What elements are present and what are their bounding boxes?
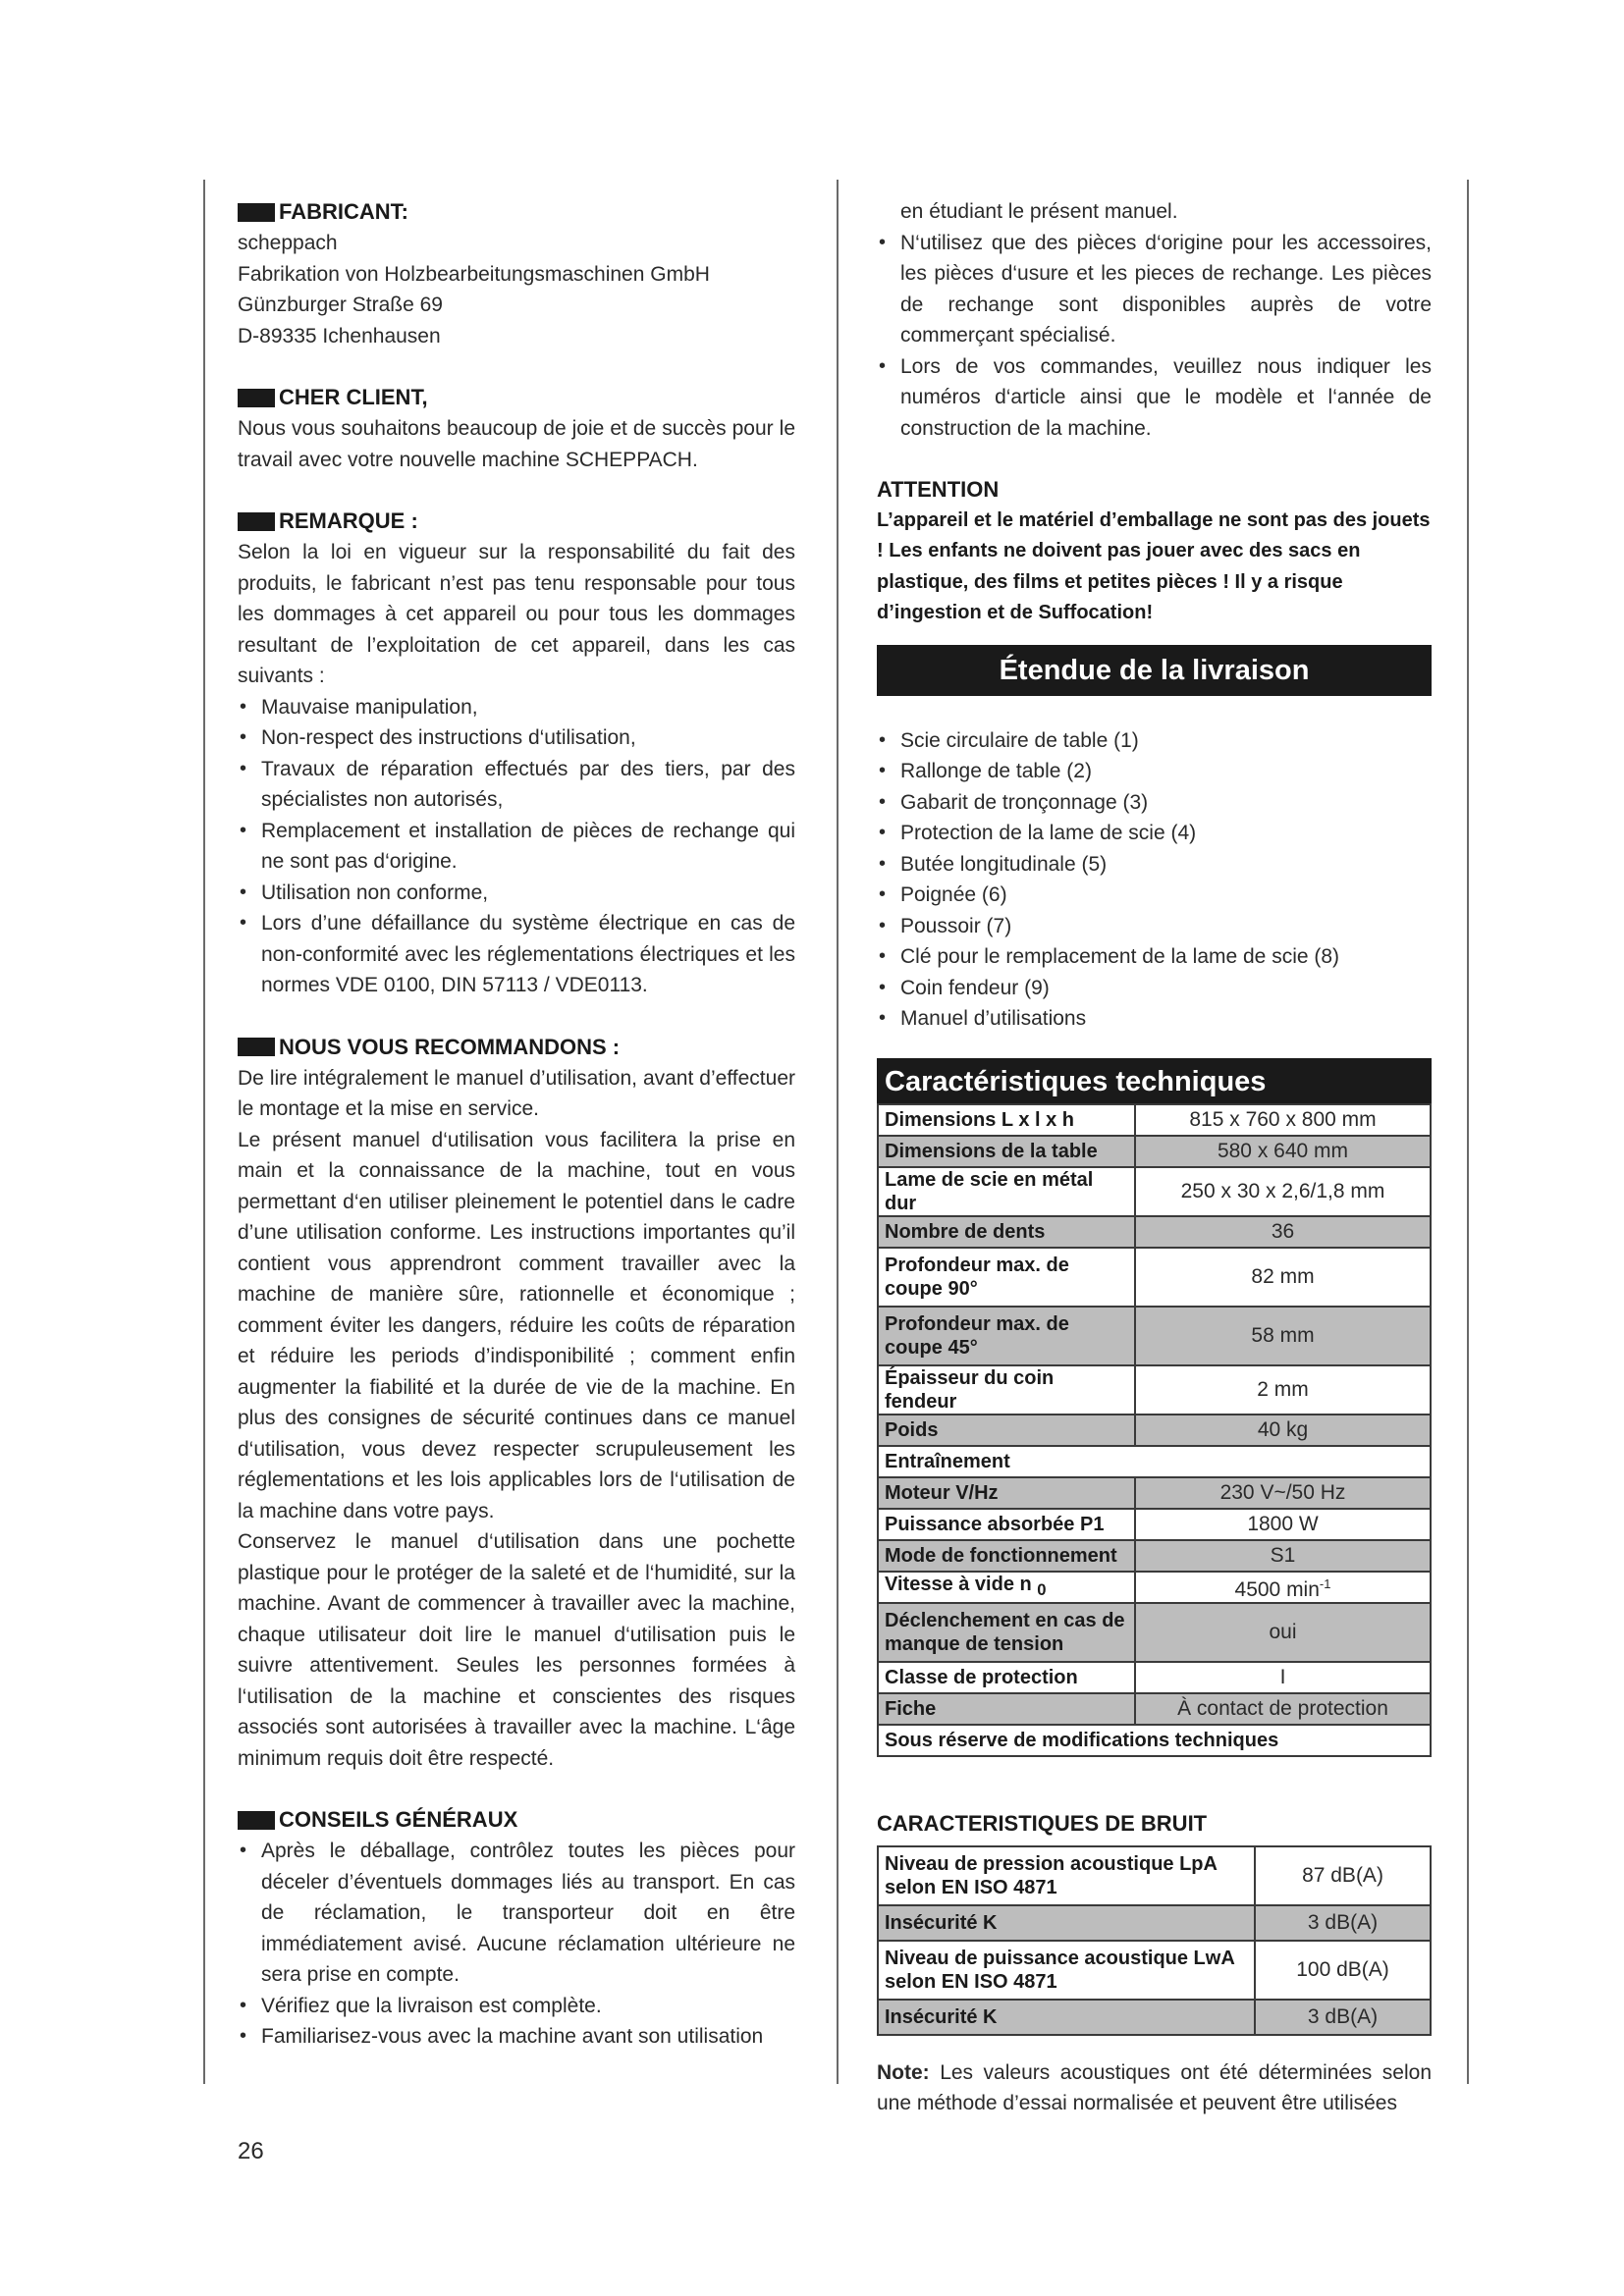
- spec-value: 40 kg: [1135, 1415, 1431, 1446]
- right-column: [877, 196, 1432, 2119]
- table-row: [878, 1477, 1431, 1509]
- noise-key: Insécurité K: [878, 2000, 1255, 2035]
- spec-value-text: 4500 min: [1234, 1577, 1320, 1601]
- fabricant-line: scheppach: [238, 232, 338, 254]
- attention-heading: ATTENTION: [877, 477, 1000, 502]
- spec-value: 250 x 30 x 2,6/1,8 mm: [1135, 1167, 1431, 1216]
- spec-key: Déclenchement en cas de manque de tension: [878, 1603, 1135, 1662]
- table-row: [878, 1540, 1431, 1572]
- list-item: • Lors de vos commandes, veuillez nous indiquer les numéros d‘article ainsi que le modèle et l‘année de construction de la machine.: [877, 351, 1432, 445]
- list-item: • Mauvaise manipulation,: [238, 692, 795, 723]
- spec-value: oui: [1135, 1603, 1431, 1662]
- fabricant-line: Fabrikation von Holzbearbeitungsmaschinen GmbH: [238, 262, 710, 286]
- spec-value: 36: [1135, 1216, 1431, 1248]
- recommandons-paragraph: De lire intégralement le manuel d’utilisation, avant d’effectuer le montage et la mise en service.: [238, 1066, 795, 1120]
- list-item: • N‘utilisez que des pièces d‘origine pour les accessoires, les pièces d‘usure et les pieces de rechange. Les pièces de rechange sont disponibles auprès de votre commerçant spécialisé.: [877, 228, 1432, 351]
- spec-key: Mode de fonctionnement: [878, 1540, 1135, 1572]
- center-divider-line: [837, 180, 839, 2084]
- note-paragraph: [877, 2057, 1432, 2119]
- conseils-heading-text: CONSEILS GÉNÉRAUX: [279, 1807, 518, 1832]
- list-item: • Vérifiez que la livraison est complète.: [238, 1991, 795, 2022]
- table-row: [878, 1572, 1431, 1603]
- spec-key: Puissance absorbée P1: [878, 1509, 1135, 1540]
- table-row: [878, 1307, 1431, 1365]
- table-row: [878, 1725, 1431, 1756]
- livraison-list: [877, 725, 1432, 1035]
- note-label: Note:: [877, 2060, 930, 2084]
- fabricant-heading: [238, 196, 795, 228]
- spec-footer: Sous réserve de modifications techniques: [878, 1725, 1431, 1756]
- list-item: • Lors d’une défaillance du système électrique en cas de non-conformité avec les réglementations électriques et les normes VDE 0100, DIN 57113 / VDE0113.: [238, 908, 795, 1001]
- spec-value: 230 V~/50 Hz: [1135, 1477, 1431, 1509]
- spec-value: 82 mm: [1135, 1248, 1431, 1307]
- spec-key: Dimensions de la table: [878, 1136, 1135, 1167]
- spec-key: Épaisseur du coin fendeur: [878, 1365, 1135, 1415]
- spec-value: [1135, 1572, 1431, 1603]
- remarque-heading: [238, 506, 795, 537]
- table-row: [878, 1104, 1431, 1136]
- spec-value: À contact de protection: [1135, 1693, 1431, 1725]
- spec-value: S1: [1135, 1540, 1431, 1572]
- conseils-list: [238, 1836, 795, 2053]
- left-column: [238, 196, 795, 2053]
- fabricant-line: Günzburger Straße 69: [238, 294, 443, 316]
- fabricant-line: D-89335 Ichenhausen: [238, 324, 441, 347]
- list-item: • Non-respect des instructions d‘utilisation,: [238, 722, 795, 754]
- noise-value: 3 dB(A): [1255, 1905, 1431, 1941]
- recommandons-heading: [238, 1032, 795, 1063]
- attention-text: L’appareil et le matériel d’emballage ne sont pas des jouets ! Les enfants ne doivent pas jouer avec des sacs en plastique, des films et petites pièces ! Il y a risque d’ingestion et de Suffocation!: [877, 508, 1431, 623]
- spec-key: Poids: [878, 1415, 1135, 1446]
- list-item: • Poussoir (7): [877, 911, 1432, 942]
- noise-value: 3 dB(A): [1255, 2000, 1431, 2035]
- table-row: [878, 1693, 1431, 1725]
- spec-value: 815 x 760 x 800 mm: [1135, 1104, 1431, 1136]
- spec-key: Lame de scie en métal dur: [878, 1167, 1135, 1216]
- heading-block-icon: [238, 203, 275, 222]
- remarque-intro: Selon la loi en vigueur sur la responsabilité du fait des produits, le fabricant n’est pas tenu responsable pour tous les dommages à cet appareil ou pour tous les dommages resultant de l’exploitation de cet appareil, dans les cas suivants :: [238, 541, 795, 687]
- list-item: • Gabarit de tronçonnage (3): [877, 787, 1432, 819]
- tech-specs-title: Caractéristiques techniques: [877, 1058, 1432, 1103]
- heading-block-icon: [238, 512, 275, 531]
- cher-client-text: Nous vous souhaitons beaucoup de joie et de succès pour le travail avec votre nouvelle machine SCHEPPACH.: [238, 417, 795, 471]
- right-margin-line: [1467, 180, 1469, 2084]
- spec-value: I: [1135, 1662, 1431, 1693]
- list-item: • Utilisation non conforme,: [238, 878, 795, 909]
- list-item: • Clé pour le remplacement de la lame de scie (8): [877, 941, 1432, 973]
- list-item: • Travaux de réparation effectués par des tiers, par des spécialistes non autorisés,: [238, 754, 795, 816]
- spec-value-superscript: -1: [1319, 1575, 1331, 1591]
- noise-value: 100 dB(A): [1255, 1941, 1431, 2000]
- list-item: • Après le déballage, contrôlez toutes les pièces pour déceler d’éventuels dommages liés au transport. En cas de réclamation, le transporteur doit en être immédiatement avisé. Aucune réclamation ultérieure ne sera prise en compte.: [238, 1836, 795, 1991]
- page-number: 26: [238, 2138, 264, 2164]
- spec-key-subscript: 0: [1037, 1579, 1047, 1599]
- table-row: [878, 2000, 1431, 2035]
- table-row: [878, 1365, 1431, 1415]
- spec-key: Profondeur max. de coupe 45°: [878, 1307, 1135, 1365]
- list-item: • Rallonge de table (2): [877, 756, 1432, 787]
- noise-key: Niveau de pression acoustique LpA selon EN ISO 4871: [878, 1846, 1255, 1905]
- heading-block-icon: [238, 1038, 275, 1056]
- spec-key: [878, 1572, 1135, 1603]
- table-row: [878, 1167, 1431, 1216]
- table-row: [878, 1509, 1431, 1540]
- table-row: [878, 1136, 1431, 1167]
- livraison-banner: Étendue de la livraison: [877, 645, 1432, 696]
- heading-block-icon: [238, 389, 275, 407]
- recommandons-paragraph: Conservez le manuel d‘utilisation dans une pochette plastique pour le protéger de la saleté et de l‘humidité, sur la machine. Avant de commencer à travailler avec la machine, chaque utilisateur doit lire le manuel d‘utilisation puis le suivre attentivement. Seules les personnes formées à l‘utilisation de la machine et conscientes des risques associés sont autorisées à travailler avec la machine. L‘âge minimum requis doit être respecté.: [238, 1530, 795, 1770]
- list-item: • Manuel d’utilisations: [877, 1003, 1432, 1035]
- list-item: • Poignée (6): [877, 880, 1432, 911]
- remarque-heading-text: REMARQUE :: [279, 508, 418, 533]
- table-row: [878, 1941, 1431, 2000]
- spec-key: Fiche: [878, 1693, 1135, 1725]
- table-row: [878, 1603, 1431, 1662]
- spec-value: 1800 W: [1135, 1509, 1431, 1540]
- noise-key: Insécurité K: [878, 1905, 1255, 1941]
- list-item: • Butée longitudinale (5): [877, 849, 1432, 881]
- table-row: [878, 1415, 1431, 1446]
- list-item: • Remplacement et installation de pièces de rechange qui ne sont pas d‘origine.: [238, 816, 795, 878]
- continued-list: [877, 228, 1432, 445]
- conseils-heading: [238, 1804, 795, 1836]
- spec-value: 58 mm: [1135, 1307, 1431, 1365]
- recommandons-paragraph: Le présent manuel d‘utilisation vous facilitera la prise en main et la connaissance de la machine, tout en vous permettant d‘en utiliser pleinement le potentiel dans le cadre d’une utilisation conforme. Les instructions importantes qu’il contient vous apprendront comment travailler avec la machine de manière sûre, rationnelle et économique ; comment éviter les dangers, réduire les coûts de réparation et réduire les periods d’indisponibilité ; comment enfin augmenter la fiabilité et la durée de vie de la machine. En plus des consignes de sécurité continues dans ce manuel d‘utilisation, vous devez respecter scrupuleusement les réglementations et les lois applicables lors de l‘utilisation de la machine dans votre pays.: [238, 1128, 795, 1522]
- spec-key: Classe de protection: [878, 1662, 1135, 1693]
- spec-key: Nombre de dents: [878, 1216, 1135, 1248]
- remarque-list: [238, 692, 795, 1001]
- spec-key: Moteur V/Hz: [878, 1477, 1135, 1509]
- cher-client-heading: [238, 382, 795, 413]
- table-row: [878, 1905, 1431, 1941]
- table-row: [878, 1248, 1431, 1307]
- list-item: • Coin fendeur (9): [877, 973, 1432, 1004]
- spec-key: Profondeur max. de coupe 90°: [878, 1248, 1135, 1307]
- recommandons-heading-text: NOUS VOUS RECOMMANDONS :: [279, 1034, 621, 1059]
- spec-key-text: Vitesse à vide n: [885, 1573, 1032, 1595]
- continued-text: en étudiant le présent manuel.: [900, 200, 1178, 223]
- bruit-heading: CARACTERISTIQUES DE BRUIT: [877, 1810, 1208, 1836]
- list-item: • Scie circulaire de table (1): [877, 725, 1432, 757]
- tech-specs-table: [877, 1103, 1432, 1757]
- cher-client-heading-text: CHER CLIENT,: [279, 385, 428, 409]
- list-item: • Protection de la lame de scie (4): [877, 818, 1432, 849]
- note-text: Les valeurs acoustiques ont été déterminées selon une méthode d’essai normalisée et peuvent être utilisées: [877, 2060, 1432, 2114]
- spec-value: 580 x 640 mm: [1135, 1136, 1431, 1167]
- table-row: [878, 1216, 1431, 1248]
- spec-key: Dimensions L x l x h: [878, 1104, 1135, 1136]
- noise-value: 87 dB(A): [1255, 1846, 1431, 1905]
- heading-block-icon: [238, 1811, 275, 1830]
- noise-key: Niveau de puissance acoustique LwA selon EN ISO 4871: [878, 1941, 1255, 2000]
- table-row: [878, 1446, 1431, 1477]
- spec-key: Entraînement: [878, 1446, 1431, 1477]
- list-item: • Familiarisez-vous avec la machine avant son utilisation: [238, 2021, 795, 2053]
- spec-value: 2 mm: [1135, 1365, 1431, 1415]
- noise-table: [877, 1845, 1432, 2036]
- table-row: [878, 1662, 1431, 1693]
- left-margin-line: [203, 180, 205, 2084]
- fabricant-heading-text: FABRICANT:: [279, 199, 408, 224]
- table-row: [878, 1846, 1431, 1905]
